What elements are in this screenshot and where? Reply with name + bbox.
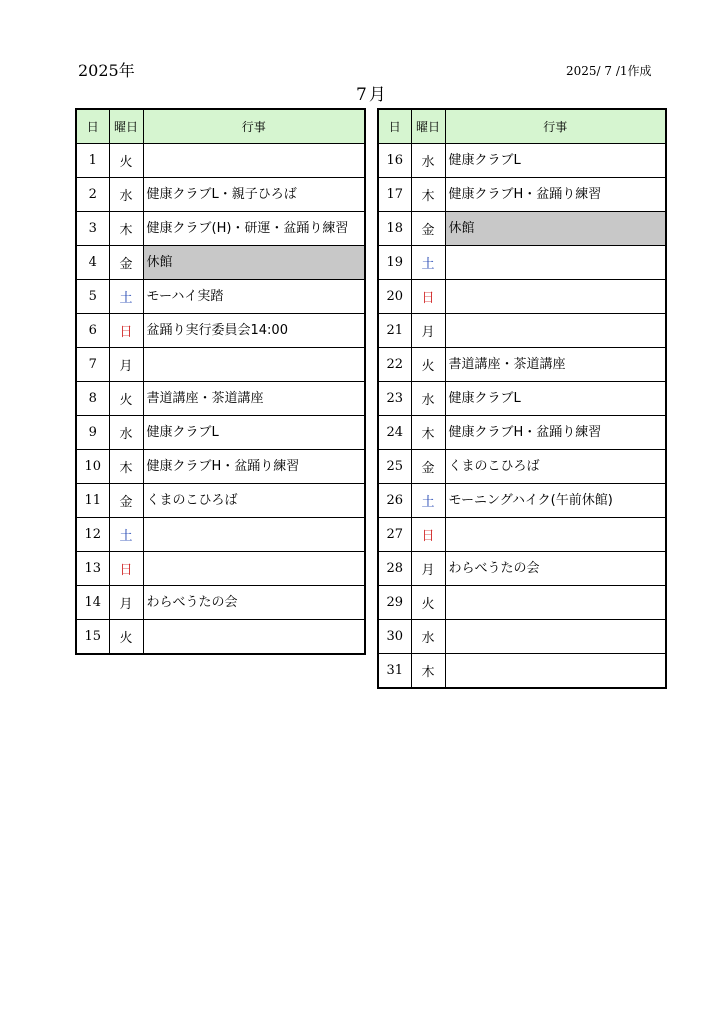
table-row: [378, 620, 666, 654]
event-cell: 健康クラブL: [143, 416, 365, 450]
table-row: [76, 348, 365, 382]
weekday-cell: 日: [109, 314, 143, 348]
calendar-table-left: [75, 108, 366, 655]
weekday-cell: 金: [411, 212, 445, 246]
day-cell: 3: [76, 212, 109, 246]
weekday-cell: 月: [109, 586, 143, 620]
event-cell: [445, 246, 666, 280]
event-cell: 健康クラブH・盆踊り練習: [143, 450, 365, 484]
event-cell: [143, 348, 365, 382]
column-header-day: 日: [76, 109, 109, 144]
weekday-cell: 金: [109, 484, 143, 518]
day-cell: 12: [76, 518, 109, 552]
table-row: [76, 586, 365, 620]
weekday-cell: 土: [109, 518, 143, 552]
calendar-table-right: [377, 108, 667, 689]
day-cell: 6: [76, 314, 109, 348]
weekday-cell: 日: [411, 280, 445, 314]
event-cell: 書道講座・茶道講座: [143, 382, 365, 416]
weekday-cell: 土: [411, 246, 445, 280]
table-row: [76, 552, 365, 586]
weekday-cell: 月: [411, 552, 445, 586]
event-cell: [445, 280, 666, 314]
day-cell: 28: [378, 552, 411, 586]
event-cell: [445, 654, 666, 689]
weekday-cell: 木: [411, 178, 445, 212]
event-cell: わらべうたの会: [445, 552, 666, 586]
weekday-cell: 月: [109, 348, 143, 382]
table-row: [76, 450, 365, 484]
event-cell: モーハイ実踏: [143, 280, 365, 314]
table-row: [378, 144, 666, 178]
column-header-event: 行事: [445, 109, 666, 144]
event-cell: [445, 620, 666, 654]
day-cell: 22: [378, 348, 411, 382]
column-header-weekday: 曜日: [411, 109, 445, 144]
weekday-cell: 月: [411, 314, 445, 348]
weekday-cell: 火: [109, 620, 143, 655]
weekday-cell: 木: [109, 212, 143, 246]
event-cell: [445, 518, 666, 552]
table-row: [378, 416, 666, 450]
day-cell: 7: [76, 348, 109, 382]
day-cell: 2: [76, 178, 109, 212]
event-cell: モーニングハイク(午前休館): [445, 484, 666, 518]
weekday-cell: 水: [411, 382, 445, 416]
day-cell: 17: [378, 178, 411, 212]
weekday-cell: 水: [411, 620, 445, 654]
day-cell: 11: [76, 484, 109, 518]
event-cell: くまのこひろば: [143, 484, 365, 518]
table-row: [378, 314, 666, 348]
weekday-cell: 火: [411, 348, 445, 382]
weekday-cell: 火: [109, 382, 143, 416]
day-cell: 25: [378, 450, 411, 484]
column-header-weekday: 曜日: [109, 109, 143, 144]
weekday-cell: 水: [109, 416, 143, 450]
day-cell: 4: [76, 246, 109, 280]
table-row: [76, 280, 365, 314]
table-row: [378, 348, 666, 382]
event-cell: 健康クラブL: [445, 382, 666, 416]
day-cell: 15: [76, 620, 109, 655]
table-row: [378, 552, 666, 586]
month-title: 7月: [356, 85, 388, 105]
day-cell: 10: [76, 450, 109, 484]
day-cell: 19: [378, 246, 411, 280]
table-row: [378, 484, 666, 518]
weekday-cell: 金: [411, 450, 445, 484]
event-cell: 休館: [445, 212, 666, 246]
weekday-cell: 水: [411, 144, 445, 178]
event-cell: 休館: [143, 246, 365, 280]
day-cell: 23: [378, 382, 411, 416]
weekday-cell: 木: [411, 654, 445, 689]
event-cell: [445, 586, 666, 620]
table-row: [378, 654, 666, 689]
table-row: [378, 280, 666, 314]
event-cell: 書道講座・茶道講座: [445, 348, 666, 382]
day-cell: 26: [378, 484, 411, 518]
weekday-cell: 火: [411, 586, 445, 620]
table-header-row: [378, 109, 666, 144]
table-row: [378, 450, 666, 484]
column-header-event: 行事: [143, 109, 365, 144]
day-cell: 5: [76, 280, 109, 314]
event-cell: 健康クラブH・盆踊り練習: [445, 178, 666, 212]
table-row: [76, 620, 365, 655]
table-row: [76, 518, 365, 552]
created-date: 2025/ 7 /1作成: [566, 64, 652, 78]
table-row: [76, 416, 365, 450]
weekday-cell: 金: [109, 246, 143, 280]
weekday-cell: 土: [109, 280, 143, 314]
day-cell: 21: [378, 314, 411, 348]
table-row: [76, 212, 365, 246]
table-row: [76, 246, 365, 280]
weekday-cell: 木: [109, 450, 143, 484]
table-row: [76, 178, 365, 212]
table-header-row: [76, 109, 365, 144]
day-cell: 1: [76, 144, 109, 178]
weekday-cell: 水: [109, 178, 143, 212]
table-row: [378, 586, 666, 620]
event-cell: [143, 620, 365, 655]
table-row: [378, 178, 666, 212]
day-cell: 24: [378, 416, 411, 450]
column-header-day: 日: [378, 109, 411, 144]
event-cell: 健康クラブL・親子ひろば: [143, 178, 365, 212]
year-title: 2025年: [78, 61, 135, 80]
event-cell: 健康クラブ(H)・研運・盆踊り練習: [143, 212, 365, 246]
day-cell: 9: [76, 416, 109, 450]
event-cell: 健康クラブL: [445, 144, 666, 178]
table-row: [378, 382, 666, 416]
weekday-cell: 火: [109, 144, 143, 178]
day-cell: 8: [76, 382, 109, 416]
table-row: [378, 246, 666, 280]
event-cell: [445, 314, 666, 348]
table-row: [378, 518, 666, 552]
day-cell: 16: [378, 144, 411, 178]
event-cell: くまのこひろば: [445, 450, 666, 484]
event-cell: [143, 144, 365, 178]
event-cell: [143, 518, 365, 552]
weekday-cell: 木: [411, 416, 445, 450]
day-cell: 20: [378, 280, 411, 314]
day-cell: 18: [378, 212, 411, 246]
day-cell: 29: [378, 586, 411, 620]
table-row: [76, 314, 365, 348]
weekday-cell: 日: [411, 518, 445, 552]
table-row: [76, 382, 365, 416]
table-row: [76, 144, 365, 178]
event-cell: 盆踊り実行委員会14:00: [143, 314, 365, 348]
event-cell: 健康クラブH・盆踊り練習: [445, 416, 666, 450]
weekday-cell: 日: [109, 552, 143, 586]
day-cell: 31: [378, 654, 411, 689]
event-cell: [143, 552, 365, 586]
day-cell: 13: [76, 552, 109, 586]
table-row: [378, 212, 666, 246]
weekday-cell: 土: [411, 484, 445, 518]
table-row: [76, 484, 365, 518]
day-cell: 27: [378, 518, 411, 552]
day-cell: 30: [378, 620, 411, 654]
event-cell: わらべうたの会: [143, 586, 365, 620]
day-cell: 14: [76, 586, 109, 620]
